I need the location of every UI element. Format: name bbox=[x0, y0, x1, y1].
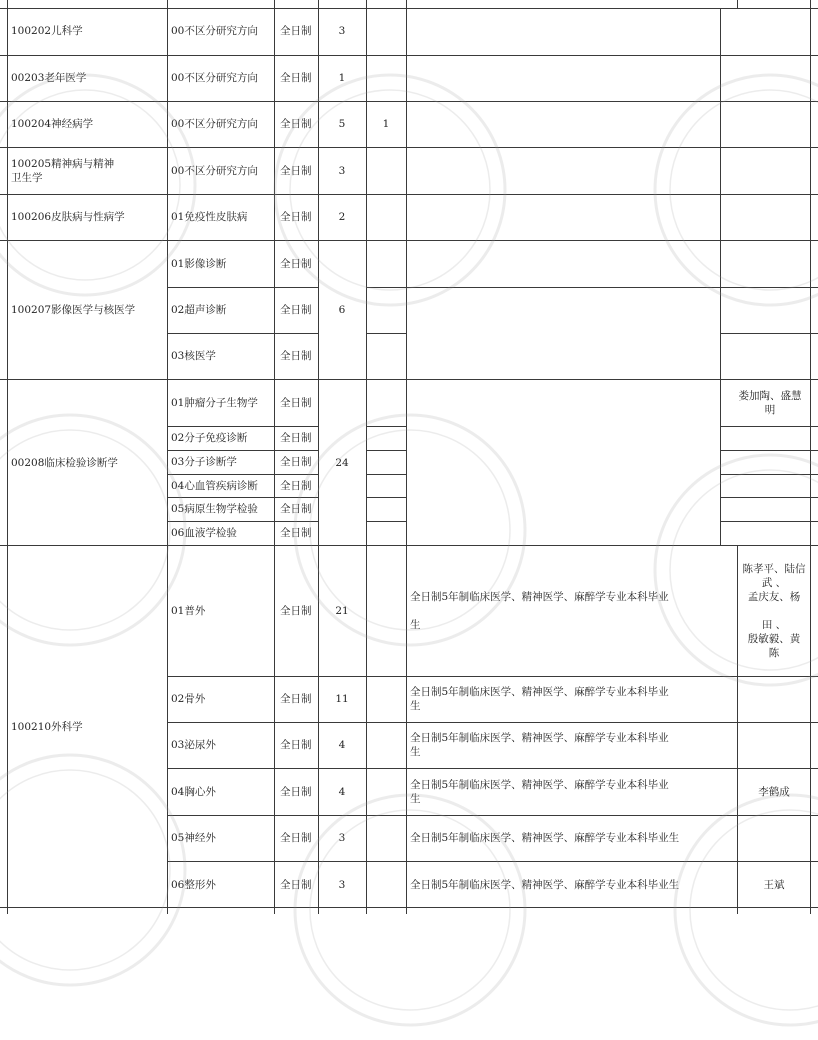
row-border bbox=[720, 521, 818, 522]
row-border bbox=[167, 722, 818, 723]
count-cell: 1 bbox=[338, 72, 346, 84]
row-border bbox=[366, 333, 406, 334]
row-border bbox=[366, 497, 406, 498]
direction-cell: 01普外 bbox=[171, 605, 206, 617]
direction-cell: 04心血管疾病诊断 bbox=[171, 480, 258, 492]
count-cell: 11 bbox=[335, 693, 349, 705]
requirement-cell: 全日制5年制临床医学、精神医学、麻醉学专业本科毕业 生 bbox=[410, 591, 669, 631]
major-cell: 00208临床检验诊断学 bbox=[11, 457, 118, 469]
watermark-seal bbox=[660, 780, 818, 1040]
supervisor-cell: 陈孝平、陆信 武 、 孟庆友、杨 田 、 殷敏毅、黄 陈 bbox=[742, 563, 806, 659]
row-border bbox=[167, 450, 318, 451]
major-cell: 00203老年医学 bbox=[11, 72, 87, 84]
row-border bbox=[0, 101, 818, 102]
row-border bbox=[720, 426, 818, 427]
mode-cell: 全日制 bbox=[280, 786, 312, 798]
count-cell: 4 bbox=[338, 786, 346, 798]
mode-cell: 全日制 bbox=[280, 165, 312, 177]
col-border bbox=[167, 0, 168, 914]
major-cell: 100210外科学 bbox=[11, 721, 83, 733]
count-cell: 2 bbox=[338, 211, 346, 223]
direction-cell: 05神经外 bbox=[171, 832, 216, 844]
direction-cell: 00不区分研究方向 bbox=[171, 118, 258, 130]
watermark-seal bbox=[0, 400, 200, 660]
requirement-cell: 全日制5年制临床医学、精神医学、麻醉学专业本科毕业生 bbox=[410, 879, 680, 891]
row-border bbox=[366, 426, 406, 427]
row-border bbox=[167, 676, 818, 677]
row-border bbox=[366, 287, 818, 288]
mode-cell: 全日制 bbox=[280, 211, 312, 223]
requirement-cell: 全日制5年制临床医学、精神医学、麻醉学专业本科毕业 生 bbox=[410, 779, 669, 805]
row-border bbox=[720, 333, 818, 334]
row-border bbox=[167, 287, 318, 288]
direction-cell: 01免疫性皮肤病 bbox=[171, 211, 248, 223]
supervisor-cell: 李鹤成 bbox=[758, 786, 790, 798]
direction-cell: 02超声诊断 bbox=[171, 304, 227, 316]
row-border bbox=[167, 474, 318, 475]
direction-cell: 05病原生物学检验 bbox=[171, 503, 258, 515]
direction-cell: 03分子诊断学 bbox=[171, 456, 237, 468]
mode-cell: 全日制 bbox=[280, 72, 312, 84]
major-cell: 100207影像医学与核医学 bbox=[11, 304, 136, 316]
count-cell: 6 bbox=[338, 304, 346, 316]
count2-cell: 1 bbox=[382, 118, 390, 130]
mode-cell: 全日制 bbox=[280, 739, 312, 751]
mode-cell: 全日制 bbox=[280, 879, 312, 891]
row-border bbox=[366, 521, 406, 522]
direction-cell: 04胸心外 bbox=[171, 786, 216, 798]
row-border bbox=[0, 147, 818, 148]
row-border bbox=[0, 55, 818, 56]
supervisor-cell: 王斌 bbox=[763, 879, 785, 891]
major-cell: 100204神经病学 bbox=[11, 118, 94, 130]
count-cell: 3 bbox=[338, 25, 346, 37]
row-border bbox=[167, 497, 318, 498]
row-border bbox=[720, 450, 818, 451]
major-cell: 100202儿科学 bbox=[11, 25, 83, 37]
row-border bbox=[167, 521, 318, 522]
col-border bbox=[737, 0, 738, 8]
direction-cell: 01肿瘤分子生物学 bbox=[171, 397, 258, 409]
direction-cell: 03核医学 bbox=[171, 350, 216, 362]
mode-cell: 全日制 bbox=[280, 350, 312, 362]
direction-cell: 00不区分研究方向 bbox=[171, 25, 258, 37]
watermark-seal bbox=[280, 780, 540, 1040]
direction-cell: 06整形外 bbox=[171, 879, 216, 891]
row-border bbox=[0, 194, 818, 195]
count-cell: 3 bbox=[338, 165, 346, 177]
row-border bbox=[720, 497, 818, 498]
count-cell: 3 bbox=[338, 832, 346, 844]
mode-cell: 全日制 bbox=[280, 480, 312, 492]
direction-cell: 00不区分研究方向 bbox=[171, 165, 258, 177]
direction-cell: 06血液学检验 bbox=[171, 527, 237, 539]
mode-cell: 全日制 bbox=[280, 503, 312, 515]
direction-cell: 03泌尿外 bbox=[171, 739, 216, 751]
requirement-cell: 全日制5年制临床医学、精神医学、麻醉学专业本科毕业生 bbox=[410, 832, 680, 844]
row-border bbox=[366, 450, 406, 451]
watermark-seal bbox=[260, 60, 520, 320]
count-cell: 21 bbox=[335, 605, 349, 617]
col-border bbox=[720, 8, 721, 546]
watermark-seal bbox=[0, 60, 210, 310]
mode-cell: 全日制 bbox=[280, 432, 312, 444]
row-border bbox=[0, 907, 818, 908]
col-border bbox=[406, 0, 407, 914]
mode-cell: 全日制 bbox=[280, 456, 312, 468]
mode-cell: 全日制 bbox=[280, 25, 312, 37]
col-border bbox=[7, 0, 8, 914]
direction-cell: 02骨外 bbox=[171, 693, 206, 705]
mode-cell: 全日制 bbox=[280, 693, 312, 705]
mode-cell: 全日制 bbox=[280, 397, 312, 409]
row-border bbox=[0, 545, 818, 546]
mode-cell: 全日制 bbox=[280, 258, 312, 270]
direction-cell: 00不区分研究方向 bbox=[171, 72, 258, 84]
row-border bbox=[0, 8, 818, 9]
count-cell: 24 bbox=[335, 457, 349, 469]
mode-cell: 全日制 bbox=[280, 304, 312, 316]
major-cell: 100206皮肤病与性病学 bbox=[11, 211, 125, 223]
col-border bbox=[810, 0, 811, 914]
row-border bbox=[167, 333, 318, 334]
row-border bbox=[366, 474, 406, 475]
mode-cell: 全日制 bbox=[280, 527, 312, 539]
direction-cell: 02分子免疫诊断 bbox=[171, 432, 248, 444]
count-cell: 5 bbox=[338, 118, 346, 130]
row-border bbox=[167, 426, 318, 427]
direction-cell: 01影像诊断 bbox=[171, 258, 227, 270]
requirement-cell: 全日制5年制临床医学、精神医学、麻醉学专业本科毕业 生 bbox=[410, 686, 669, 712]
row-border bbox=[167, 768, 818, 769]
watermark-seal bbox=[640, 60, 818, 320]
row-border bbox=[167, 815, 818, 816]
row-border bbox=[0, 379, 818, 380]
col-border bbox=[366, 0, 367, 914]
supervisor-cell: 娄加陶、盛慧 明 bbox=[738, 390, 802, 416]
mode-cell: 全日制 bbox=[280, 118, 312, 130]
col-border bbox=[274, 0, 275, 914]
count-cell: 3 bbox=[338, 879, 346, 891]
row-border bbox=[0, 240, 818, 241]
major-cell: 100205精神病与精神 卫生学 bbox=[11, 158, 115, 184]
row-border bbox=[720, 474, 818, 475]
mode-cell: 全日制 bbox=[280, 605, 312, 617]
count-cell: 4 bbox=[338, 739, 346, 751]
requirement-cell: 全日制5年制临床医学、精神医学、麻醉学专业本科毕业 生 bbox=[410, 732, 669, 758]
watermark-seal bbox=[0, 740, 200, 1000]
row-border bbox=[167, 861, 818, 862]
mode-cell: 全日制 bbox=[280, 832, 312, 844]
